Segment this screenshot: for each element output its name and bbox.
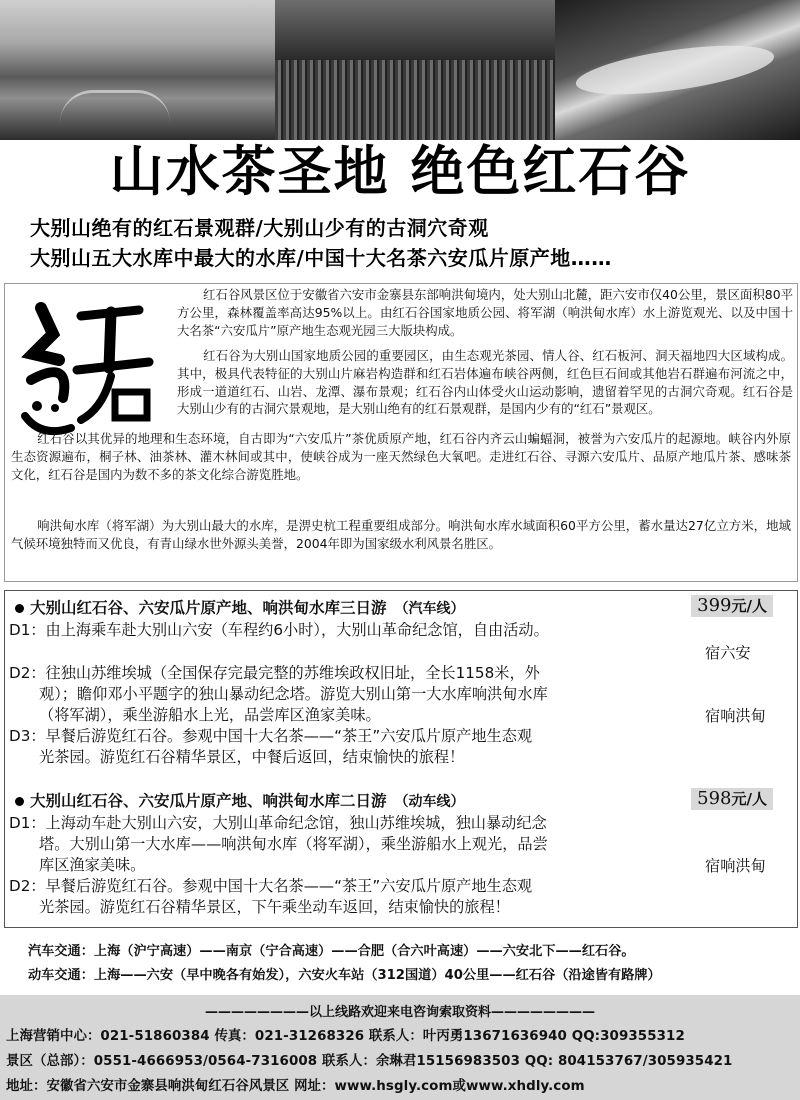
tour-1-day-3-line-2: 光茶园。游览红石谷精华景区，中餐后返回，结束愉快的旅程！ (39, 748, 465, 766)
tour-1-price-unit: 元/人 (731, 597, 767, 615)
tour-2-price (691, 788, 773, 810)
tea-garden-photo (275, 0, 555, 140)
tour-2-day-1-line-3: 库区渔家美味。 (39, 856, 146, 874)
intro-section (4, 283, 798, 582)
intro-paragraph-4-text: 响洪甸水库（将军湖）为大别山最大的水库，是淠史杭工程重要组成部分。响洪甸水库水域面积60平方公里，蓄水量达27亿立方米，地域气候环境独特而又优良，有青山绿水世外源头美誉，2004年即为国家级水利风景名胜区。 (11, 518, 791, 551)
stream-shape (573, 36, 777, 103)
red-rock-stream-photo (555, 0, 800, 140)
contact-footer (0, 995, 800, 1100)
tour-2-day-1-line-1: D1：上海动车赴大别山六安，大别山革命纪念馆，独山苏维埃城，独山暴动纪念 (9, 814, 547, 832)
intro-paragraph-2 (177, 347, 793, 418)
headline: 山水茶圣地 绝色红石谷 (109, 140, 691, 203)
tour-2-tag: （动车线） (394, 794, 465, 810)
tour-1-day-1: D1：由上海乘车赴大别山六安（车程约6小时），大别山革命纪念馆，自由活动。 (9, 621, 549, 639)
calligraphy-logo (11, 288, 169, 446)
intro-paragraph-3-text: 红石谷以其优异的地理和生态环境，自古即为“六安瓜片”茶优质原产地，红石谷内齐云山蝙蝠洞，被誉为六安瓜片的起源地。峡谷内外原生态资源遍布，桐子林、油茶林、灌木林间或其中，使峡谷成为一座天然绿色大氧吧。走进红石谷、寻源六安瓜片、品原产地瓜片茶、感味茶文化，红石谷是国内为数不多的茶文化综合游览胜地。 (11, 431, 791, 482)
tour-2-price-value: 598 (697, 788, 732, 809)
intro-paragraph-1-text: 红石谷风景区位于安徽省六安市金寨县东部响洪甸境内，处大别山北麓，距六安市仅40公里，景区面积80平方公里，森林覆盖率高达95%以上。由红石谷国家地质公园、将军湖（响洪甸水库）水上游览观光、以及中国十大名茶“六安瓜片”原产地生态观光园三大版块构成。 (177, 287, 793, 338)
tour-2-day-1-stay: 宿响洪甸 (705, 857, 766, 875)
hill-shape (275, 0, 555, 60)
tour-1-tag: （汽车线） (394, 601, 465, 617)
scenic-hq-contact: 景区（总部）：0551-4666953/0564-7316008 联系人：余琳君15156983503 QQ: 804153767/305935421 (6, 1054, 733, 1069)
tour-1-price-value: 399 (697, 595, 732, 616)
tour-2-price-unit: 元/人 (731, 790, 767, 808)
tour-2-day-2-line-2: 光茶园。游览红石谷精华景区，下午乘坐动车返回，结束愉快的旅程！ (39, 898, 510, 916)
tour-2-header (15, 789, 465, 811)
tour-itineraries (4, 590, 798, 928)
intro-paragraph-1 (177, 286, 793, 339)
train-traffic-info: 动车交通：上海——六安（早中晚各有始发），六安火车站（312国道）40公里——红石谷（沿途皆有路牌） (28, 968, 661, 983)
shanghai-sales-contact: 上海营销中心：021-51860384 传真：021-31268326 联系人：叶丙勇13671636940 QQ:309355312 (6, 1029, 685, 1044)
tour-1-day-2-stay: 宿响洪甸 (705, 707, 766, 725)
bullet-icon (15, 604, 24, 613)
tour-1-day-1-stay: 宿六安 (705, 644, 751, 662)
tour-2-day-2-line-1: D2：早餐后游览红石谷。参观中国十大名茶——“茶王”六安瓜片原产地生态观 (9, 877, 533, 895)
intro-paragraph-3 (11, 430, 791, 483)
intro-paragraph-2-text: 红石谷为大别山国家地质公园的重要园区，由生态观光茶园、情人谷、红石板河、洞天福地四大区域构成。其中，极具代表特征的大别山片麻岩构造群和红石岩体遍布峡谷两侧，红色巨石间或其他岩石群遍布河流之中，形成一道道红石、山岩、龙潭、瀑布景观；红石谷内山体受火山运动影响，遗留着罕见的古洞穴奇观。红石谷是大别山少有的古洞穴景观地，是大别山绝有的红石景观群，是国内少有的“红石”景观区。 (177, 348, 793, 417)
header-photo-strip (0, 0, 800, 140)
dam-shape (60, 90, 170, 123)
reservoir-photo (0, 0, 275, 140)
tour-2-day-1-line-2: 塔。大别山第一大水库——响洪甸水库（将军湖），乘坐游船水上观光，品尝 (39, 835, 548, 853)
subtitle-2: 大别山五大水库中最大的水库/中国十大名茶六安瓜片原产地…… (30, 246, 612, 270)
tour-1-day-2-line-3: （将军湖），乘坐游船水上光，品尝库区渔家美味。 (39, 706, 381, 724)
car-traffic-info: 汽车交通：上海（沪宁高速）——南京（宁合高速）——合肥（合六叶高速）——六安北下——红石谷。 (28, 944, 635, 959)
tour-2-title: 大别山红石谷、六安瓜片原产地、响洪甸水库二日游 (30, 792, 387, 810)
tour-1-day-3-line-1: D3：早餐后游览红石谷。参观中国十大名茶——“茶王”六安瓜片原产地生态观 (9, 727, 533, 745)
tour-1-price (691, 595, 773, 617)
address-and-website: 地址：安徽省六安市金寨县响洪甸红石谷风景区 网址：www.hsgly.com或www.xhdly.com (6, 1079, 585, 1094)
bullet-icon (15, 797, 24, 806)
tour-1-day-2-line-1: D2：往独山苏维埃城（全国保存完最完整的苏维埃政权旧址，全长1158米，外 (9, 664, 540, 682)
subtitle-1: 大别山绝有的红石景观群/大别山少有的古洞穴奇观 (30, 216, 489, 240)
footer-banner: ————————以上线路欢迎来电咨询索取资料———————— (204, 1005, 595, 1020)
calligraphy-logo-art (11, 288, 169, 446)
tour-1-day-2-line-2: 观）；瞻仰邓小平题字的独山暴动纪念塔。游览大别山第一大水库响洪甸水库 (39, 685, 548, 703)
intro-paragraph-4 (11, 517, 791, 553)
tour-1-header (15, 596, 465, 618)
tour-1-title: 大别山红石谷、六安瓜片原产地、响洪甸水库三日游 (30, 599, 387, 617)
